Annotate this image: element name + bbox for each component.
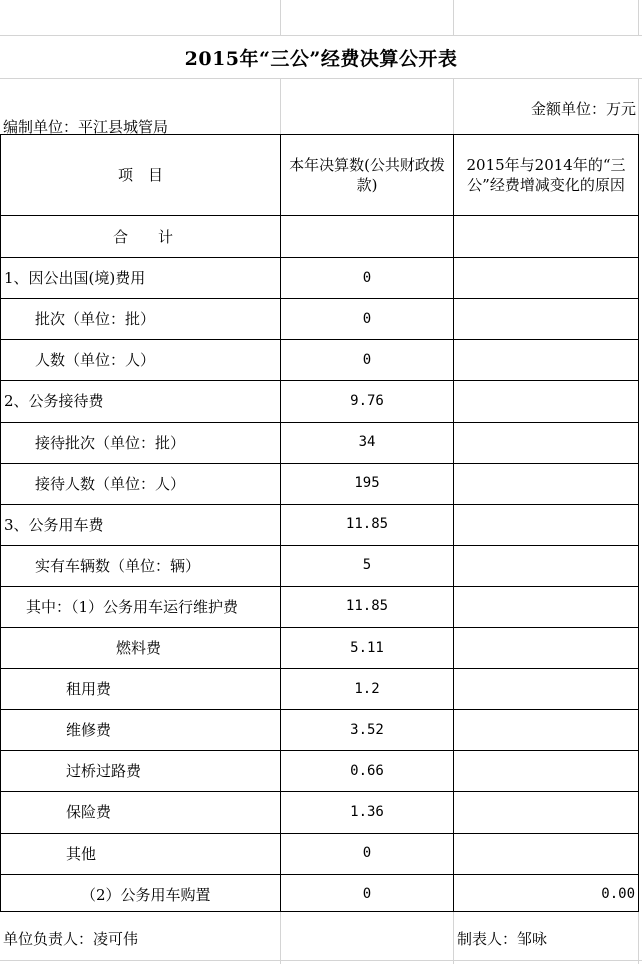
row-amount: 0 xyxy=(362,310,372,327)
row-amount: 11.85 xyxy=(345,598,389,615)
row-reason xyxy=(454,750,638,791)
row-item-label: （2）公务用车购置 xyxy=(81,885,211,904)
row-item-label: 1、因公出国(境)费用 xyxy=(4,269,146,288)
unit-label: 金额单位：万元 xyxy=(530,100,636,118)
grid-row-line xyxy=(0,78,642,79)
page-title: 2015年“三公”经费决算公开表 xyxy=(184,47,458,70)
row-item-label: 维修费 xyxy=(66,721,112,740)
header-reason: 2015年与2014年的“三公”经费增减变化的原因 xyxy=(466,156,626,194)
table-row xyxy=(1,627,638,668)
row-reason xyxy=(454,545,638,586)
row-reason xyxy=(454,339,638,380)
row-item-label: 3、公务用车费 xyxy=(4,515,104,534)
header-amount: 本年决算数(公共财政拨款) xyxy=(289,156,445,194)
row-reason xyxy=(454,709,638,750)
row-reason xyxy=(454,668,638,709)
row-reason xyxy=(454,504,638,545)
row-amount: 5 xyxy=(362,557,372,574)
org-label: 编制单位：平江县城管局 xyxy=(3,118,169,136)
table-row xyxy=(1,545,638,586)
row-amount: 0 xyxy=(362,269,372,286)
row-item-label: 其他 xyxy=(66,844,97,863)
table-row xyxy=(1,668,638,709)
row-item-label: 接待人数（单位：人） xyxy=(35,474,186,493)
row-amount xyxy=(281,216,453,257)
row-amount: 0.66 xyxy=(350,762,384,779)
row-reason xyxy=(454,463,638,504)
table-row xyxy=(1,216,638,257)
row-reason: 0.00 xyxy=(601,886,635,903)
table-row xyxy=(1,422,638,463)
row-amount: 34 xyxy=(358,434,376,451)
row-item-label: 实有车辆数（单位：辆） xyxy=(35,556,201,575)
table-row xyxy=(1,463,638,504)
table-header-row xyxy=(1,135,638,215)
row-amount: 3.52 xyxy=(350,721,384,738)
row-reason xyxy=(454,833,638,874)
row-item-label: 其中：（1）公务用车运行维护费 xyxy=(26,597,239,616)
row-item-label: 过桥过路费 xyxy=(66,762,142,781)
row-amount: 0 xyxy=(362,845,372,862)
row-amount: 195 xyxy=(354,475,380,492)
table-row xyxy=(1,504,638,545)
header-item: 项 目 xyxy=(117,166,163,184)
row-reason xyxy=(454,586,638,627)
row-amount: 0 xyxy=(362,351,372,368)
row-amount: 5.11 xyxy=(350,639,384,656)
row-reason xyxy=(454,257,638,298)
row-item-label: 合 计 xyxy=(113,228,174,247)
row-item-label: 2、公务接待费 xyxy=(4,392,104,411)
row-item-label: 燃料费 xyxy=(116,639,162,658)
table-row xyxy=(1,874,638,915)
table-row xyxy=(1,586,638,627)
footer-responsible: 单位负责人：凌可伟 xyxy=(3,930,139,948)
row-item-label: 接待批次（单位：批） xyxy=(35,433,186,452)
row-item-label: 租用费 xyxy=(66,680,112,699)
row-reason xyxy=(454,380,638,421)
row-reason xyxy=(454,216,638,257)
table-row xyxy=(1,833,638,874)
row-item-label: 保险费 xyxy=(66,803,112,822)
row-reason xyxy=(454,298,638,339)
row-amount: 9.76 xyxy=(350,392,384,409)
expense-table xyxy=(0,134,639,912)
row-item-label: 人数（单位：人） xyxy=(35,351,156,370)
table-row xyxy=(1,709,638,750)
grid-row-line xyxy=(0,960,642,961)
table-row xyxy=(1,791,638,832)
row-reason xyxy=(454,422,638,463)
row-reason xyxy=(454,791,638,832)
row-amount: 0 xyxy=(362,886,372,903)
row-amount: 1.2 xyxy=(354,680,380,697)
table-row xyxy=(1,380,638,421)
table-row xyxy=(1,298,638,339)
footer-preparer: 制表人：邹咏 xyxy=(457,930,548,948)
table-row xyxy=(1,339,638,380)
row-amount: 11.85 xyxy=(345,516,389,533)
row-item-label: 批次（单位：批） xyxy=(35,310,156,329)
table-row xyxy=(1,257,638,298)
table-row xyxy=(1,750,638,791)
row-amount: 1.36 xyxy=(350,803,384,820)
row-reason xyxy=(454,627,638,668)
